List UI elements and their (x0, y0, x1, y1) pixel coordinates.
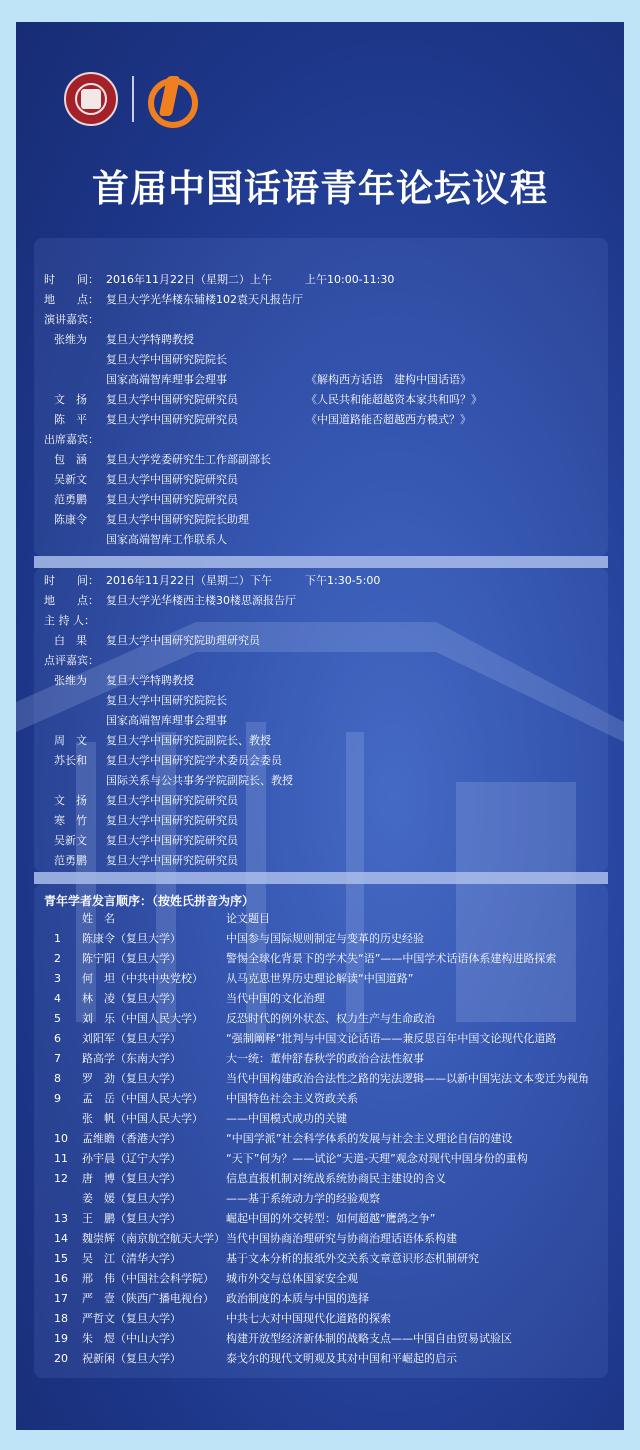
reviewer-role: 复旦大学中国研究院副院长、教授 (106, 734, 271, 747)
section-divider-2 (34, 872, 608, 884)
reviewer-role: 复旦大学特聘教授 (106, 674, 194, 687)
paper-title: “强制阐释”批判与中国文论话语——兼反思百年中国文论现代化道路 (226, 1032, 557, 1045)
logo-divider (132, 76, 134, 122)
speaker-number: 8 (54, 1072, 61, 1085)
speaker-name-affiliation: 吴 江（清华大学） (82, 1252, 181, 1265)
speaker-name-affiliation: 朱 煜（中山大学） (82, 1332, 181, 1345)
guest-role: 复旦大学中国研究院研究员 (106, 493, 238, 506)
place-label: 地 点： (44, 293, 99, 306)
paper-title: 崛起中国的外交转型：如何超越“鹰鸽之争” (226, 1212, 436, 1225)
speaker-number: 12 (54, 1172, 68, 1185)
reviewer-name: 范勇鹏 (54, 854, 87, 867)
speaker-number: 4 (54, 992, 61, 1005)
paper-title: 城市外交与总体国家安全观 (226, 1272, 358, 1285)
reviewer-name: 张维为 (54, 674, 87, 687)
speaker-name-affiliation: 张 帆（中国人民大学） (82, 1112, 203, 1125)
speaker-name-affiliation: 刘阳军（复旦大学） (82, 1032, 181, 1045)
paper-title: 政治制度的本质与中国的选择 (226, 1292, 369, 1305)
reviewer-role: 复旦大学中国研究院研究员 (106, 834, 238, 847)
speaker-name: 陈 平 (54, 413, 87, 426)
guest-name: 范勇鹏 (54, 493, 87, 506)
speaker-number: 13 (54, 1212, 68, 1225)
speaker-number: 10 (54, 1132, 68, 1145)
speaker-topic: 《解构西方话语 建构中国话语》 (306, 373, 471, 386)
speaker-number: 5 (54, 1012, 61, 1025)
speaker-topic: 《中国道路能否超越西方模式？》 (306, 413, 471, 426)
reviewer-name: 苏长和 (54, 754, 87, 767)
speaker-name-affiliation: 唐 博（复旦大学） (82, 1172, 181, 1185)
speaker-name-affiliation: 祝新闲（复旦大学） (82, 1352, 181, 1365)
paper-title: 基于文本分析的报纸外交关系文章意识形态机制研究 (226, 1252, 479, 1265)
speaker-role: 复旦大学中国研究院院长 (106, 353, 227, 366)
place-value: 复旦大学光华楼东辅楼102袁天凡报告厅 (106, 293, 303, 306)
speaker-name-affiliation: 孟 岳（中国人民大学） (82, 1092, 203, 1105)
speaker-name-affiliation: 严 壹（陕西广播电视台） (82, 1292, 214, 1305)
section-divider-1 (34, 556, 608, 568)
host-role: 复旦大学中国研究院助理研究员 (106, 634, 260, 647)
speaker-number: 16 (54, 1272, 68, 1285)
reviewer-name: 寒 竹 (54, 814, 87, 827)
speaker-number: 7 (54, 1052, 61, 1065)
guest-role: 复旦大学中国研究院研究员 (106, 473, 238, 486)
paper-title: “天下”何为？——试论“天道-天理”观念对现代中国身份的重构 (226, 1152, 528, 1165)
speaker-name-affiliation: 邢 伟（中国社会科学院） (82, 1272, 214, 1285)
paper-title: 中国参与国际规则制定与变革的历史经验 (226, 932, 424, 945)
speaker-number: 2 (54, 952, 61, 965)
reviewer-name: 吴新文 (54, 834, 87, 847)
reviewer-role: 复旦大学中国研究院研究员 (106, 854, 238, 867)
guests-label: 出席嘉宾： (44, 433, 99, 446)
paper-title: 信息直报机制对统战系统协商民主建设的含义 (226, 1172, 446, 1185)
speaker-name-affiliation: 林 凌（复旦大学） (82, 992, 181, 1005)
speaker-role: 复旦大学中国研究院研究员 (106, 413, 238, 426)
paper-title: 中共七大对中国现代化道路的探索 (226, 1312, 391, 1325)
paper-title: “中国学派”社会科学体系的发展与社会主义理论自信的建设 (226, 1132, 513, 1145)
reviewer-role: 复旦大学中国研究院学术委员会委员 (106, 754, 282, 767)
speaker-role: 国家高端智库理事会理事 (106, 373, 227, 386)
guest-name: 包 涵 (54, 453, 87, 466)
paper-title: ——中国模式成功的关键 (226, 1112, 347, 1125)
host-name: 白 果 (54, 634, 87, 647)
reviewer-role: 复旦大学中国研究院研究员 (106, 794, 238, 807)
logo-row (64, 72, 194, 126)
speaker-role: 复旦大学中国研究院研究员 (106, 393, 238, 406)
time-label: 时 间： (44, 574, 99, 587)
page-title: 首届中国话语青年论坛议程 (92, 167, 548, 210)
paper-title: 构建开放型经济新体制的战略支点——中国自由贸易试验区 (226, 1332, 512, 1345)
paper-title: 反恐时代的例外状态、权力生产与生命政治 (226, 1012, 435, 1025)
time-value: 2016年11月22日（星期二）下午 下午1:30-5:00 (106, 574, 381, 587)
paper-title: 警惕全球化背景下的学术失“语”——中国学术话语体系建构进路探索 (226, 952, 557, 965)
guest-name: 吴新文 (54, 473, 87, 486)
paper-title: 当代中国构建政治合法性之路的宪法逻辑——以新中国宪法文本变迁为视角 (226, 1072, 589, 1085)
speaker-name-affiliation: 魏崇辉（南京航空航天大学） (82, 1232, 225, 1245)
speaker-number: 14 (54, 1232, 68, 1245)
speaker-name-affiliation: 王 鹏（复旦大学） (82, 1212, 181, 1225)
guest-role: 国家高端智库工作联系人 (106, 533, 227, 546)
speaker-number: 15 (54, 1252, 68, 1265)
reviewer-role: 国家高端智库理事会理事 (106, 714, 227, 727)
place-label: 地 点： (44, 594, 99, 607)
speaker-number: 18 (54, 1312, 68, 1325)
speaker-number: 6 (54, 1032, 61, 1045)
speaker-number: 9 (54, 1092, 61, 1105)
reviewer-name: 周 文 (54, 734, 87, 747)
speaker-topic: 《人民共和能超越资本家共和吗？》 (306, 393, 482, 406)
speaker-name: 文 扬 (54, 393, 87, 406)
paper-title: ——基于系统动力学的经验观察 (226, 1192, 380, 1205)
reviewer-role: 复旦大学中国研究院研究员 (106, 814, 238, 827)
speaker-name-affiliation: 陈康令（复旦大学） (82, 932, 181, 945)
speaker-number: 20 (54, 1352, 68, 1365)
speaker-name: 张维为 (54, 333, 87, 346)
orange-institute-logo-icon (148, 76, 194, 122)
speaker-name-affiliation: 孙宇晨（辽宁大学） (82, 1152, 181, 1165)
paper-title: 当代中国协商治理研究与协商治理话语体系构建 (226, 1232, 457, 1245)
speaker-number: 1 (54, 932, 61, 945)
fudan-seal-icon (64, 72, 118, 126)
guest-role: 复旦大学党委研究生工作部副部长 (106, 453, 271, 466)
reviewer-role: 国际关系与公共事务学院副院长、教授 (106, 774, 293, 787)
speakers-label: 演讲嘉宾： (44, 313, 99, 326)
speaker-name-affiliation: 何 坦（中共中央党校） (82, 972, 203, 985)
agenda-poster (16, 22, 624, 1430)
speaker-name-affiliation: 姜 媛（复旦大学） (82, 1192, 181, 1205)
speaker-role: 复旦大学特聘教授 (106, 333, 194, 346)
speaker-name-affiliation: 陈宁阳（复旦大学） (82, 952, 181, 965)
speaker-number: 11 (54, 1152, 68, 1165)
speaker-number: 17 (54, 1292, 68, 1305)
speaker-name-affiliation: 罗 劲（复旦大学） (82, 1072, 181, 1085)
paper-title: 中国特色社会主义资政关系 (226, 1092, 358, 1105)
speaker-name-affiliation: 路高学（东南大学） (82, 1052, 181, 1065)
speaker-name-affiliation: 刘 乐（中国人民大学） (82, 1012, 203, 1025)
paper-title: 当代中国的文化治理 (226, 992, 325, 1005)
speaker-name-affiliation: 孟维瞻（香港大学） (82, 1132, 181, 1145)
place-value: 复旦大学光华楼西主楼30楼思源报告厅 (106, 594, 296, 607)
time-label: 时 间： (44, 273, 99, 286)
speaker-number: 19 (54, 1332, 68, 1345)
paper-title: 从马克思世界历史理论解读“中国道路” (226, 972, 414, 985)
speaker-number: 3 (54, 972, 61, 985)
col-topic-header: 论文题目 (226, 912, 270, 925)
host-label: 主 持 人： (44, 614, 95, 627)
time-value: 2016年11月22日（星期二）上午 上午10:00-11:30 (106, 273, 395, 286)
young-heading: 青年学者发言顺序：（按姓氏拼音为序） (44, 894, 255, 908)
reviewers-label: 点评嘉宾： (44, 654, 99, 667)
guest-role: 复旦大学中国研究院院长助理 (106, 513, 249, 526)
guest-name: 陈康令 (54, 513, 87, 526)
col-name-header: 姓 名 (82, 912, 115, 925)
speaker-name-affiliation: 严哲文（复旦大学） (82, 1312, 181, 1325)
paper-title: 泰戈尔的现代文明观及其对中国和平崛起的启示 (226, 1352, 457, 1365)
paper-title: 大一统：董仲舒春秋学的政治合法性叙事 (226, 1052, 424, 1065)
reviewer-role: 复旦大学中国研究院院长 (106, 694, 227, 707)
reviewer-name: 文 扬 (54, 794, 87, 807)
